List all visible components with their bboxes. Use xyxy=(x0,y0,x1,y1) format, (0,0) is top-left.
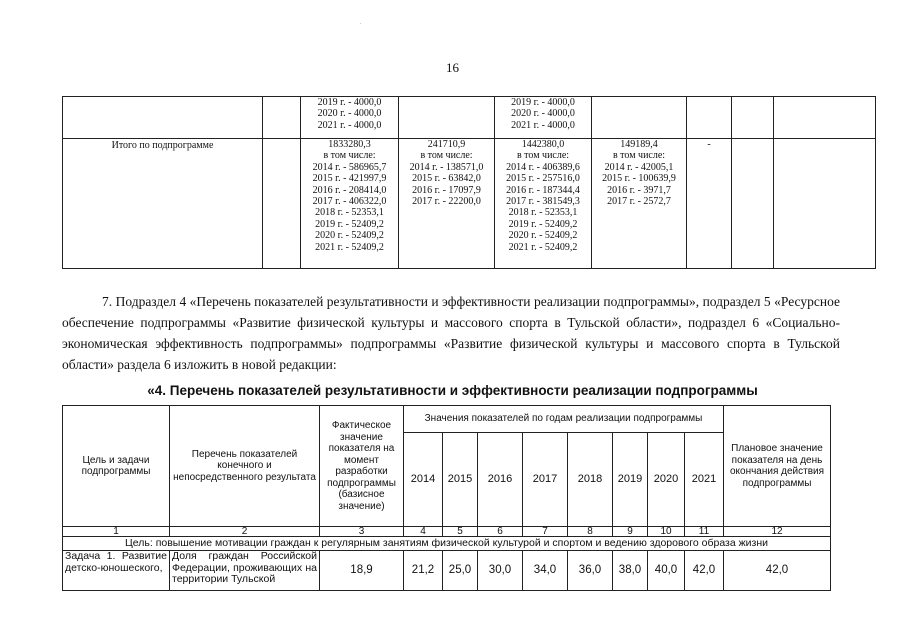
subprogram-total-label: Итого по подпрограмме xyxy=(63,139,263,269)
year-value-cell: 38,0 xyxy=(613,551,648,591)
planned-value-cell: 42,0 xyxy=(724,551,831,591)
section-title: «4. Перечень показателей результативности и эффективности реализации подпрограммы xyxy=(147,383,758,398)
table-row xyxy=(63,551,831,591)
column-number: 3 xyxy=(320,527,404,537)
header-goal: Цель и задачи подпрограммы xyxy=(63,406,170,527)
total-all-sources: 1833280,3 в том числе: 2014 г. - 586965,7 2015 г. - 421997,9 2016 г. - 208414,0 2017 г. - 406322,0 2018 г. - 52353,1 2019 г. - 52409,2 2020 г. - 52409,2 2021 г. - 52409,2 xyxy=(301,139,399,269)
total-federal: 241710,9 в том числе: 2014 г. - 138571,0 2015 г. - 63842,0 2016 г. - 17097,9 2017 г. - 22200,0 xyxy=(399,139,495,269)
column-number: 11 xyxy=(685,527,724,537)
header-year: 2017 xyxy=(523,433,568,527)
scan-mark: . xyxy=(360,20,362,26)
header-year: 2014 xyxy=(404,433,443,527)
page-number: 16 xyxy=(446,60,459,75)
column-number: 12 xyxy=(724,527,831,537)
year-value-cell: 36,0 xyxy=(568,551,613,591)
total-other-sources: - xyxy=(687,139,732,269)
year-value-cell: 30,0 xyxy=(478,551,523,591)
header-indicator: Перечень показателей конечного и непосредственного результата xyxy=(170,406,320,527)
year-value-cell: 25,0 xyxy=(443,551,478,591)
task-cell: Задача 1. Развитие детско-юношеского, xyxy=(63,551,170,591)
header-year: 2019 xyxy=(613,433,648,527)
column-number: 4 xyxy=(404,527,443,537)
funding-row-continued xyxy=(63,97,876,139)
column-number: 8 xyxy=(568,527,613,537)
header-actual: Фактическое значение показателя на момент разработки подпрограммы (базисное значение) xyxy=(320,406,404,527)
header-year: 2015 xyxy=(443,433,478,527)
total-municipal: 149189,4 в том числе: 2014 г. - 42005,1 2015 г. - 100639,9 2016 г. - 3971,7 2017 г. - 2572,7 xyxy=(592,139,687,269)
goal-text: Цель: повышение мотивации граждан к регулярным занятиям физической культурой и спортом и ведению здорового образа жизни xyxy=(63,537,831,551)
actual-value-cell: 18,9 xyxy=(320,551,404,591)
column-number: 7 xyxy=(523,527,568,537)
column-number: 5 xyxy=(443,527,478,537)
column-number: 6 xyxy=(478,527,523,537)
column-number-row xyxy=(63,527,831,537)
amendment-paragraph: 7. Подраздел 4 «Перечень показателей результативности и эффективности реализации подпрограммы», подраздел 5 «Ресурсное обеспечение подпрограммы «Развитие физической культуры и массового спорта в Тульской области», подраздел 6 «Социально-экономическая эффективность подпрограммы» подпрограммы «Развитие физической культуры и массового спорта в Тульской области» раздела 6 изложить в новой редакции: xyxy=(62,294,840,372)
column-number: 9 xyxy=(613,527,648,537)
column-number: 1 xyxy=(63,527,170,537)
funding-cell-total: 2019 г. - 4000,0 2020 г. - 4000,0 2021 г. - 4000,0 xyxy=(301,97,399,139)
year-value-cell: 40,0 xyxy=(648,551,685,591)
year-value-cell: 34,0 xyxy=(523,551,568,591)
header-years-group: Значения показателей по годам реализации подпрограммы xyxy=(404,406,724,433)
header-planned: Плановое значение показателя на день окончания действия подпрограммы xyxy=(724,406,831,527)
indicators-table xyxy=(62,405,831,591)
funding-table xyxy=(62,96,876,269)
indicator-cell: Доля граждан Российской Федерации, проживающих на территории Тульской xyxy=(170,551,320,591)
header-year: 2016 xyxy=(478,433,523,527)
funding-row-total xyxy=(63,139,876,269)
header-year: 2021 xyxy=(685,433,724,527)
year-value-cell: 42,0 xyxy=(685,551,724,591)
funding-cell-regional: 2019 г. - 4000,0 2020 г. - 4000,0 2021 г. - 4000,0 xyxy=(495,97,592,139)
column-number: 2 xyxy=(170,527,320,537)
year-value-cell: 21,2 xyxy=(404,551,443,591)
total-regional: 1442380,0 в том числе: 2014 г. - 406389,6 2015 г. - 257516,0 2016 г. - 187344,4 2017 г. - 381549,3 2018 г. - 52353,1 2019 г. - 52409,2 2020 г. - 52409,2 2021 г. - 52409,2 xyxy=(495,139,592,269)
header-year: 2020 xyxy=(648,433,685,527)
header-year: 2018 xyxy=(568,433,613,527)
goal-row xyxy=(63,537,831,551)
header-row-1 xyxy=(63,406,831,433)
column-number: 10 xyxy=(648,527,685,537)
